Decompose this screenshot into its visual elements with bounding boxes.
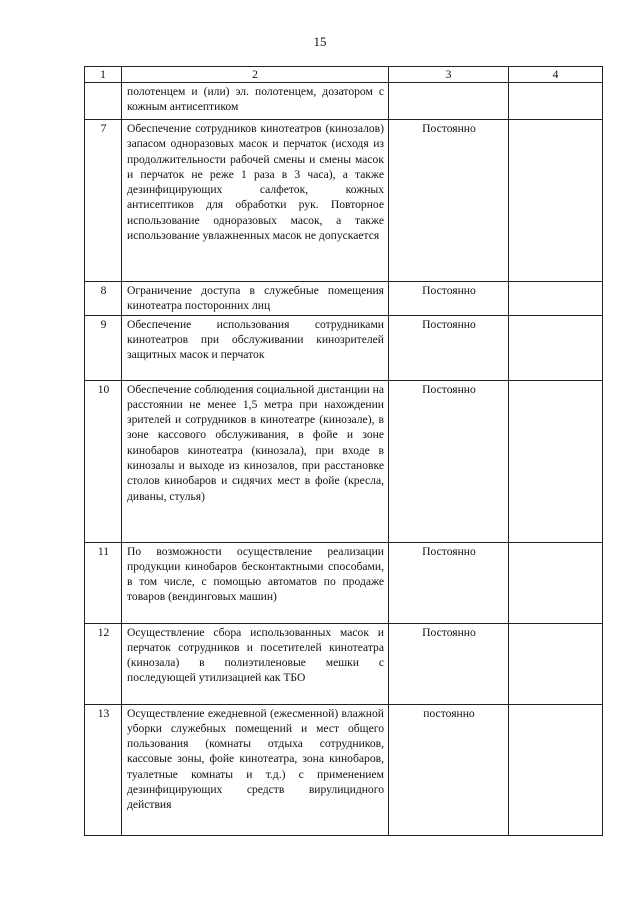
table-row xyxy=(85,542,603,623)
row-number: 7 xyxy=(85,120,122,282)
row-number: 11 xyxy=(85,542,122,623)
row-number: 12 xyxy=(85,623,122,704)
note-cell xyxy=(509,623,603,704)
row-number: 8 xyxy=(85,282,122,316)
page-number: 15 xyxy=(313,34,327,49)
note-cell xyxy=(509,120,603,282)
row-number: 9 xyxy=(85,315,122,380)
table-row xyxy=(85,623,603,704)
measure-text: Ограничение доступа в служебные помещения кинотеатра посторонних лиц xyxy=(122,282,389,316)
row-number xyxy=(85,83,122,120)
measure-text: Осуществление сбора использованных масок и перчаток сотрудников и посетителей кинотеатра (кинозала) в полиэтиленовые мешки с последующей утилизацией как ТБО xyxy=(122,623,389,704)
measure-text: полотенцем и (или) эл. полотенцем, дозатором с кожным антисептиком xyxy=(122,83,389,120)
measures-table xyxy=(84,66,603,836)
header-col-measure: 2 xyxy=(122,67,389,83)
term-text: Постоянно xyxy=(389,623,509,704)
term-text: Постоянно xyxy=(389,120,509,282)
table-row xyxy=(85,315,603,380)
header-col-term: 3 xyxy=(389,67,509,83)
row-number: 13 xyxy=(85,704,122,835)
term-text: Постоянно xyxy=(389,315,509,380)
note-cell xyxy=(509,315,603,380)
term-text: Постоянно xyxy=(389,282,509,316)
term-text: Постоянно xyxy=(389,542,509,623)
table-row xyxy=(85,83,603,120)
measure-text: Обеспечение использования сотрудниками кинотеатров при обслуживании кинозрителей защитных масок и перчаток xyxy=(122,315,389,380)
measure-text: Обеспечение сотрудников кинотеатров (кинозалов) запасом одноразовых масок и перчаток (исходя из продолжительности рабочей смены и смены масок и перчаток не реже 1 раза в 3 часа), а также дезинфицирующих салфеток, кожных антисептиков для обработки рук. Повторное использование одноразовых масок, а также использование увлажненных масок не допускается xyxy=(122,120,389,282)
note-cell xyxy=(509,83,603,120)
table-row xyxy=(85,282,603,316)
note-cell xyxy=(509,380,603,542)
table-row xyxy=(85,380,603,542)
measure-text: Обеспечение соблюдения социальной дистанции на расстоянии не менее 1,5 метра при нахождении зрителей и сотрудников в кинотеатре (кинозале), в зоне кассового обслуживания, в фойе и зоне кинобаров кинотеатра (кинозала), при входе в кинозалы и выходе из кинозалов, при расстановке столов кинобаров и сидячих мест в фойе (кресла, диваны, стулья) xyxy=(122,380,389,542)
header-col-note: 4 xyxy=(509,67,603,83)
measure-text: По возможности осуществление реализации продукции кинобаров бесконтактными способами, в том числе, с помощью автоматов по продаже товаров (вендинговых машин) xyxy=(122,542,389,623)
table-row xyxy=(85,120,603,282)
measure-text: Осуществление ежедневной (ежесменной) влажной уборки служебных помещений и мест общего пользования (комнаты отдыха сотрудников, кассовые зоны, фойе кинотеатра, зона кинобаров, туалетные комнаты и т.д.) с применением дезинфицирующих средств вирулицидного действия xyxy=(122,704,389,835)
header-col-number: 1 xyxy=(85,67,122,83)
note-cell xyxy=(509,282,603,316)
note-cell xyxy=(509,542,603,623)
term-text: постоянно xyxy=(389,704,509,835)
term-text xyxy=(389,83,509,120)
table-header-row xyxy=(85,67,603,83)
term-text: Постоянно xyxy=(389,380,509,542)
table-row xyxy=(85,704,603,835)
row-number: 10 xyxy=(85,380,122,542)
note-cell xyxy=(509,704,603,835)
